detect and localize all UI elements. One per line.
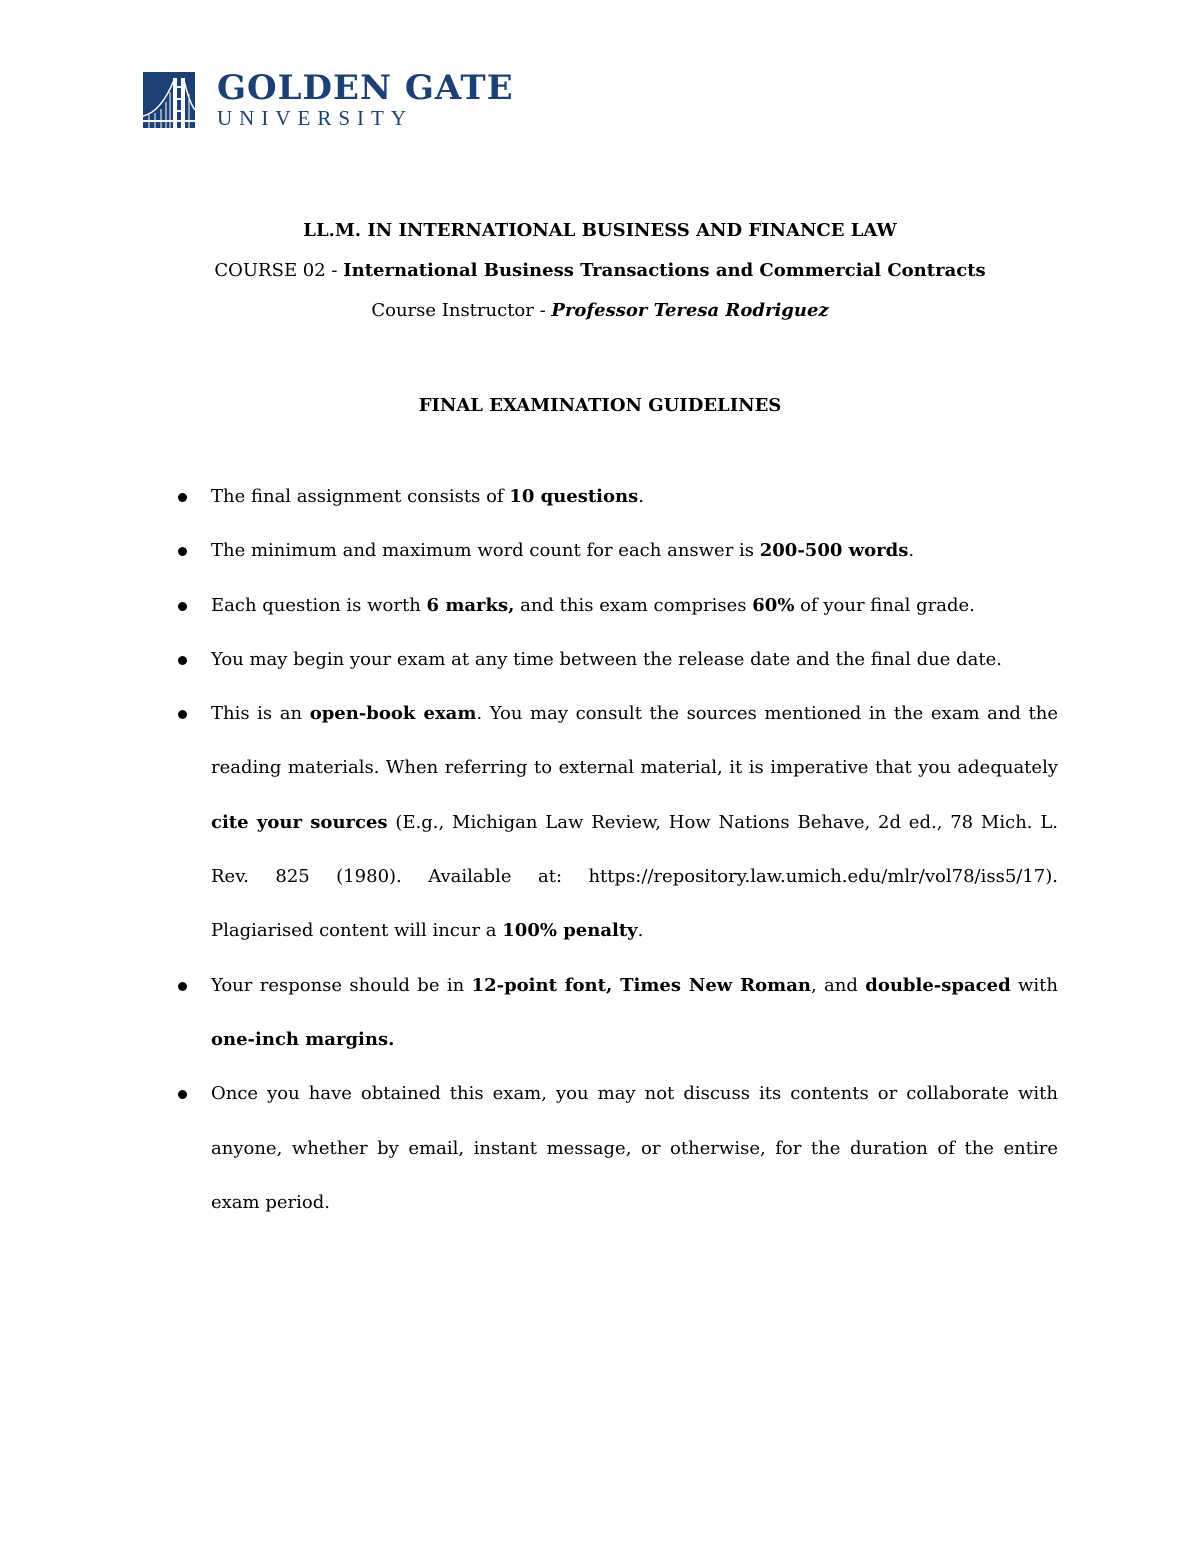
logo-line-golden-gate: GOLDEN GATE <box>217 68 514 108</box>
list-item <box>211 687 1058 958</box>
bullet-bold-text: 100% penalty <box>502 920 638 942</box>
guidelines-list <box>0 470 1200 1230</box>
course-prefix: COURSE 02 - <box>214 260 344 281</box>
bullet-bold-text: 12-point font, Times New Roman <box>471 974 811 996</box>
instructor-line <box>0 300 1200 322</box>
bullet-text: This is an <box>211 703 310 725</box>
logo-wordmark <box>217 68 514 130</box>
bullet-bold-text: 200-500 words <box>759 540 909 562</box>
university-logo <box>143 68 514 130</box>
bullet-bold-text: 60% <box>752 594 795 616</box>
bullet-bold-text: one-inch margins. <box>211 1028 395 1050</box>
course-line <box>0 260 1200 282</box>
bullet-icon <box>178 656 187 665</box>
bullet-bold-text: open-book exam <box>309 703 477 725</box>
bullet-bold-text: cite your sources <box>211 811 388 833</box>
bullet-text: , and <box>810 974 866 996</box>
bullet-text: and this exam comprises <box>514 594 753 616</box>
logo-line-university: UNIVERSITY <box>217 106 413 130</box>
section-title: FINAL EXAMINATION GUIDELINES <box>418 395 782 416</box>
list-item <box>211 470 1058 524</box>
list-item <box>211 633 1058 687</box>
bullet-icon <box>178 493 187 502</box>
bullet-text: (E.g., Michigan Law Review, How Nations Behave, 2d ed., 78 Mich. L. Rev. 825 (1980). Available at: https://repository.law.umich.edu/mlr/vol78/iss5/17). Plagiarised content will incur a <box>211 811 1058 942</box>
program-title: LL.M. IN INTERNATIONAL BUSINESS AND FINANCE LAW <box>303 220 897 241</box>
bullet-text: . <box>638 486 644 507</box>
bullet-bold-text: double-spaced <box>865 974 1011 996</box>
bullet-text: . <box>908 540 915 562</box>
list-item <box>211 579 1058 633</box>
bullet-icon <box>178 710 187 719</box>
bullet-icon <box>178 602 187 611</box>
bullet-text: of your final grade. <box>794 594 975 616</box>
bullet-bold-text: 10 questions <box>509 486 639 507</box>
bullet-text: You may begin your exam at any time between the release date and the final due date. <box>211 648 1002 670</box>
list-item <box>211 1067 1058 1230</box>
bullet-bold-text: 6 marks, <box>426 594 515 616</box>
bullet-text: . You may consult the sources mentioned in the exam and the reading materials. When referring to external material, it is imperative that you adequately <box>211 703 1059 779</box>
bullet-text: Once you have obtained this exam, you may not discuss its contents or collaborate with anyone, whether by email, instant message, or otherwise, for the duration of the entire exam period. <box>211 1083 1058 1213</box>
bullet-icon <box>178 982 187 991</box>
golden-gate-bridge-icon <box>143 72 195 128</box>
bullet-text: Each question is worth <box>211 594 427 616</box>
bullet-text: Your response should be in <box>211 974 472 996</box>
bullet-icon <box>178 547 187 556</box>
bullet-text: with <box>1010 974 1059 996</box>
instructor-prefix: Course Instructor - <box>371 300 552 321</box>
bullet-text: The minimum and maximum word count for each answer is <box>211 540 760 562</box>
bullet-text: The final assignment consists of <box>211 486 510 507</box>
bullet-text: . <box>637 920 644 942</box>
course-title: International Business Transactions and Commercial Contracts <box>343 260 986 281</box>
list-item <box>211 959 1058 1068</box>
bullet-icon <box>178 1090 187 1099</box>
instructor-name: Professor Teresa Rodriguez <box>551 300 829 321</box>
list-item <box>211 524 1058 578</box>
